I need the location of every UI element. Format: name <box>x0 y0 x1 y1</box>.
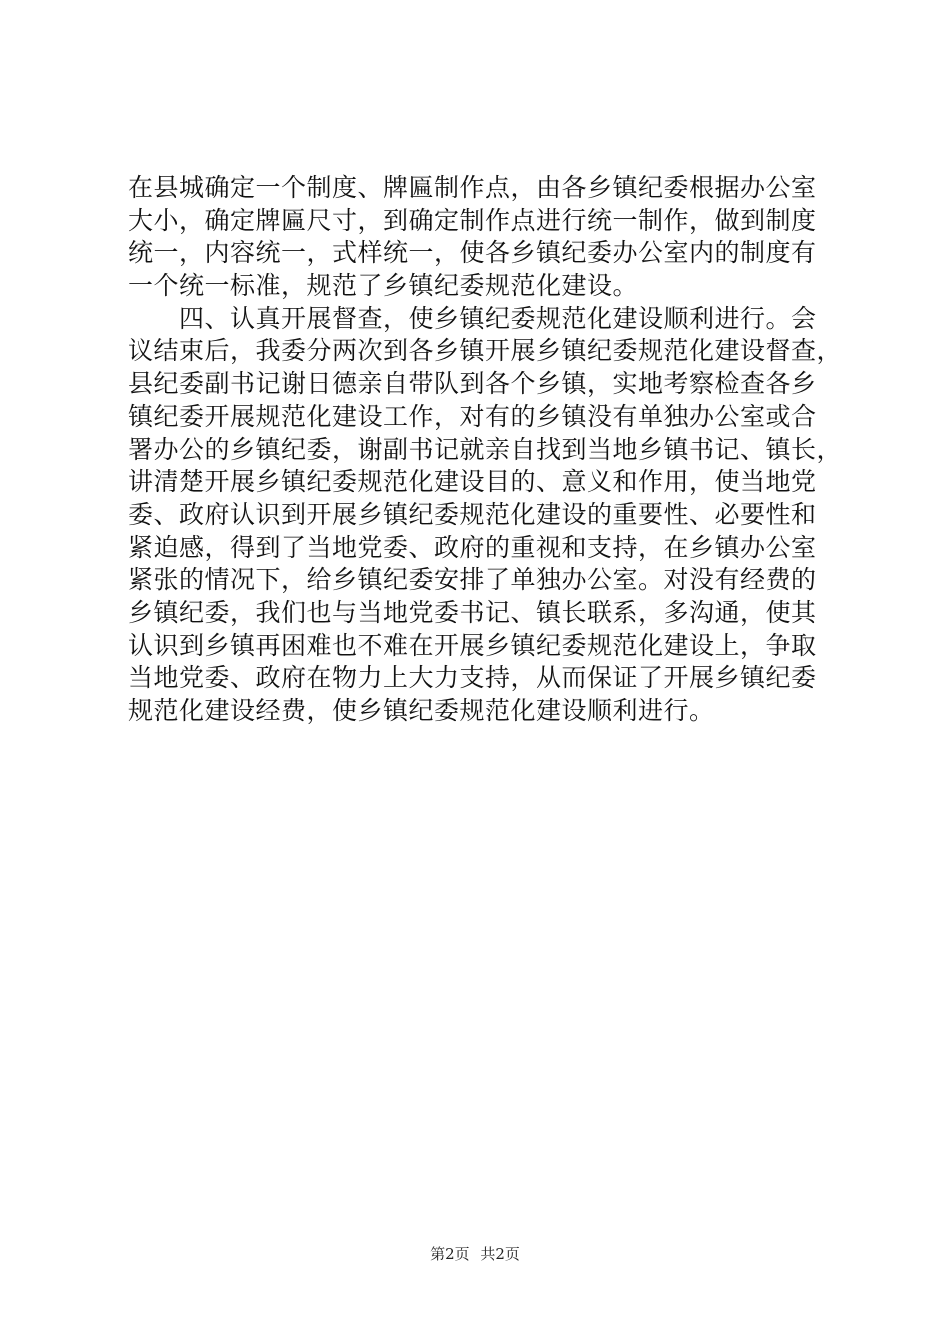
text-line: 大小，确定牌匾尺寸，到确定制作点进行统一制作，做到制度 <box>128 205 817 235</box>
page-footer <box>0 1244 950 1264</box>
text-line: 认识到乡镇再困难也不难在开展乡镇纪委规范化建设上，争取 <box>128 630 817 660</box>
text-line: 统一，内容统一，式样统一，使各乡镇纪委办公室内的制度有 <box>128 238 817 268</box>
text-line: 署办公的乡镇纪委，谢副书记就亲自找到当地乡镇书记、镇长， <box>128 434 843 464</box>
text-line: 紧张的情况下，给乡镇纪委安排了单独办公室。对没有经费的 <box>128 565 817 595</box>
text-line: 在县城确定一个制度、牌匾制作点，由各乡镇纪委根据办公室 <box>128 173 817 202</box>
text-line: 紧迫感，得到了当地党委、政府的重视和支持，在乡镇办公室 <box>128 532 817 562</box>
page-number: 第2页 <box>430 1245 470 1263</box>
text-line: 讲清楚开展乡镇纪委规范化建设目的、意义和作用，使当地党 <box>128 467 817 497</box>
text-line: 规范化建设经费，使乡镇纪委规范化建设顺利进行。 <box>128 696 715 725</box>
page-total: 共2页 <box>480 1245 520 1263</box>
text-line: 县纪委副书记谢日德亲自带队到各个乡镇，实地考察检查各乡 <box>128 369 817 399</box>
text-line: 四、认真开展督查，使乡镇纪委规范化建设顺利进行。会 <box>128 303 817 333</box>
text-line: 镇纪委开展规范化建设工作，对有的乡镇没有单独办公室或合 <box>128 401 817 431</box>
text-line: 议结束后，我委分两次到各乡镇开展乡镇纪委规范化建设督查， <box>128 336 843 366</box>
text-line: 乡镇纪委，我们也与当地党委书记、镇长联系，多沟通，使其 <box>128 597 817 627</box>
document-body <box>128 172 843 728</box>
text-line: 委、政府认识到开展乡镇纪委规范化建设的重要性、必要性和 <box>128 499 817 529</box>
text-line: 一个统一标准，规范了乡镇纪委规范化建设。 <box>128 271 639 301</box>
text-line: 当地党委、政府在物力上大力支持，从而保证了开展乡镇纪委 <box>128 663 817 693</box>
